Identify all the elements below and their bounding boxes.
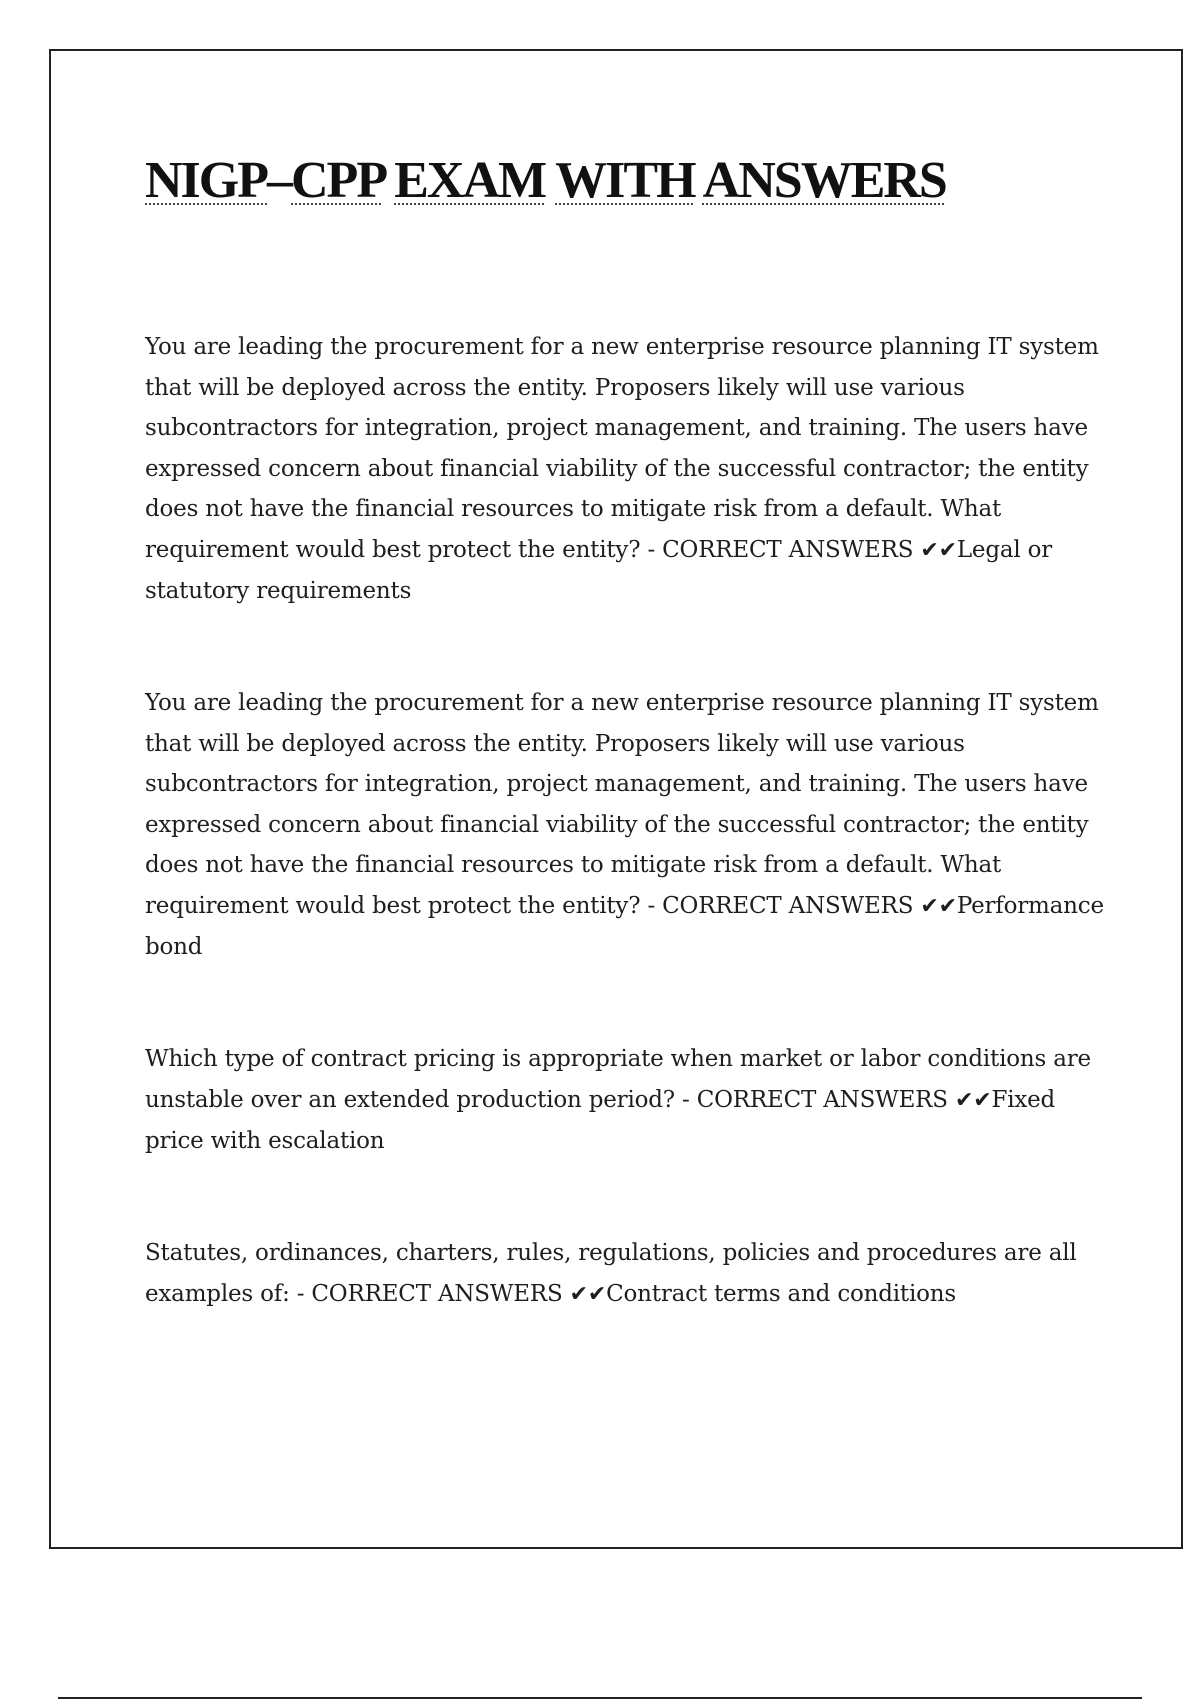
- title-word-exam: EXAM: [394, 152, 546, 209]
- double-check-icon: ✔✔: [954, 1087, 992, 1113]
- question-text: Which type of contract pricing is appropriate when market or labor conditions are unstable over an extended production period? - CORRECT ANSWERS: [145, 1046, 1091, 1113]
- question-text: You are leading the procurement for a new enterprise resource planning IT system that will be deployed across the entity. Proposers likely will use various subcontractors for integration, project management, and training. The users have expressed concern about financial viability of the successful contractor; the entity does not have the financial resources to mitigate risk from a default. What requirement would best protect the entity? - CORRECT ANSWERS: [145, 334, 1099, 563]
- question-text: You are leading the procurement for a new enterprise resource planning IT system that will be deployed across the entity. Proposers likely will use various subcontractors for integration, project management, and training. The users have expressed concern about financial viability of the successful contractor; the entity does not have the financial resources to mitigate risk from a default. What requirement would best protect the entity? - CORRECT ANSWERS: [145, 690, 1099, 919]
- double-check-icon: ✔✔: [920, 537, 957, 563]
- title-word-nigp: NIGP: [145, 152, 267, 209]
- title-dash: –: [267, 152, 291, 209]
- answer-text: Performance bond: [145, 892, 1104, 960]
- question-text: Statutes, ordinances, charters, rules, regulations, policies and procedures are all examples of: - CORRECT ANSWERS: [145, 1240, 1077, 1307]
- answer-text: Contract terms and conditions: [606, 1280, 956, 1307]
- qa-item-2: [145, 683, 1105, 968]
- double-check-icon: ✔✔: [569, 1281, 607, 1307]
- title-word-answers: ANSWERS: [702, 152, 946, 209]
- title-word-with: WITH: [555, 152, 695, 209]
- answer-text: Fixed price with escalation: [145, 1086, 1056, 1154]
- title-word-cpp: CPP: [291, 152, 384, 209]
- qa-item-3: [145, 1039, 1105, 1162]
- double-check-icon: ✔✔: [920, 893, 957, 919]
- qa-item-1: [145, 327, 1105, 612]
- footer-divider: [58, 1697, 1142, 1699]
- qa-item-4: [145, 1233, 1105, 1315]
- answer-text: Legal or statutory requirements: [145, 536, 1053, 604]
- document-title: [145, 152, 946, 209]
